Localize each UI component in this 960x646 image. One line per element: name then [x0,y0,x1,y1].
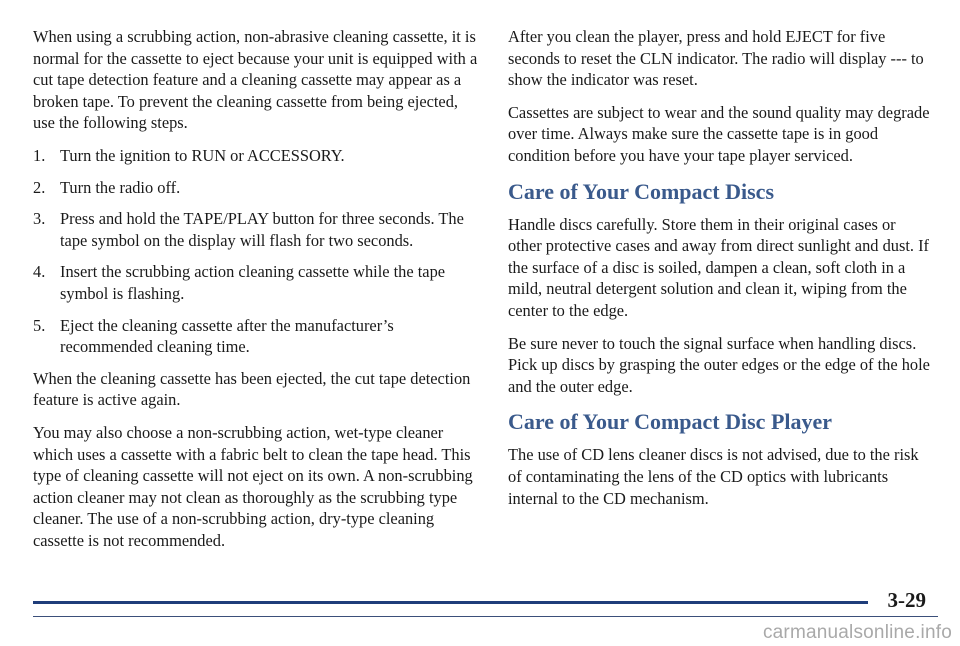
step-text: Turn the radio off. [60,177,181,197]
after-steps-paragraph: When the cleaning cassette has been ejected, the cut tape detection feature is active again. [33,368,471,410]
right-column [508,26,933,520]
step-text: Press and hold the TAPE/PLAY button for three seconds. The tape symbol on the display will flash for two seconds. [60,209,464,250]
step-number: 3. [33,209,46,229]
step-number: 4. [33,262,46,282]
step-item [33,145,478,167]
heading-care-of-compact-disc-player: Care of Your Compact Disc Player [508,409,833,435]
step-number: 5. [33,315,46,335]
discs-signal-surface-paragraph: Be sure never to touch the signal surface when handling discs. Pick up discs by grasping the outer edges or the edge of the hole and the outer edge. [508,333,930,396]
footer-rule-thick [33,601,868,604]
step-item [33,208,478,251]
eject-reset-paragraph: After you clean the player, press and hold EJECT for five seconds to reset the CLN indicator. The radio will display --- to show the indicator was reset. [508,27,924,90]
step-text: Insert the scrubbing action cleaning cassette while the tape symbol is flashing. [60,262,446,303]
step-item [33,315,478,358]
step-text: Eject the cleaning cassette after the manufacturer’s recommended cleaning time. [60,315,394,357]
footer-rule-thin [33,616,938,617]
player-lens-paragraph: The use of CD lens cleaner discs is not advised, due to the risk of contaminating the lens of the CD optics with lubricants internal to the CD mechanism. [508,445,919,508]
step-number: 1. [33,145,46,165]
step-number: 2. [33,177,46,197]
cleaning-steps-list [33,145,478,358]
intro-paragraph: When using a scrubbing action, non-abrasive cleaning cassette, it is normal for the cassette to eject because your unit is equipped with a cut tape detection feature and a cleaning cassette may appear as a broken tape. To prevent the cleaning cassette from being ejected, use the following steps. [33,27,478,133]
left-column [33,26,478,562]
watermark-text: carmanualsonline.info [762,622,952,643]
wear-paragraph: Cassettes are subject to wear and the sound quality may degrade over time. Always make sure the cassette tape is in good condition before you have your tape player serviced. [508,102,930,165]
wet-type-paragraph: You may also choose a non-scrubbing action, wet-type cleaner which uses a cassette with a fabric belt to clean the tape head. This type of cleaning cassette will not eject on its own. A non-scrubbing action cleaner may not clean as thoroughly as the scrubbing type cleaner. The use of a non-scrubbing action, dry-type cleaning cassette is not recommended. [33,422,473,550]
step-item [33,177,478,199]
page-number: 3-29 [887,588,926,612]
step-text: Turn the ignition to RUN or ACCESSORY. [60,145,345,165]
step-item [33,261,478,304]
heading-care-of-compact-discs: Care of Your Compact Discs [508,178,775,204]
discs-handling-paragraph: Handle discs carefully. Store them in their original cases or other protective cases and away from direct sunlight and dust. If the surface of a disc is soiled, dampen a clean, soft cloth in a mild, neutral detergent solution and clean it, wiping from the center to the edge. [508,214,930,320]
